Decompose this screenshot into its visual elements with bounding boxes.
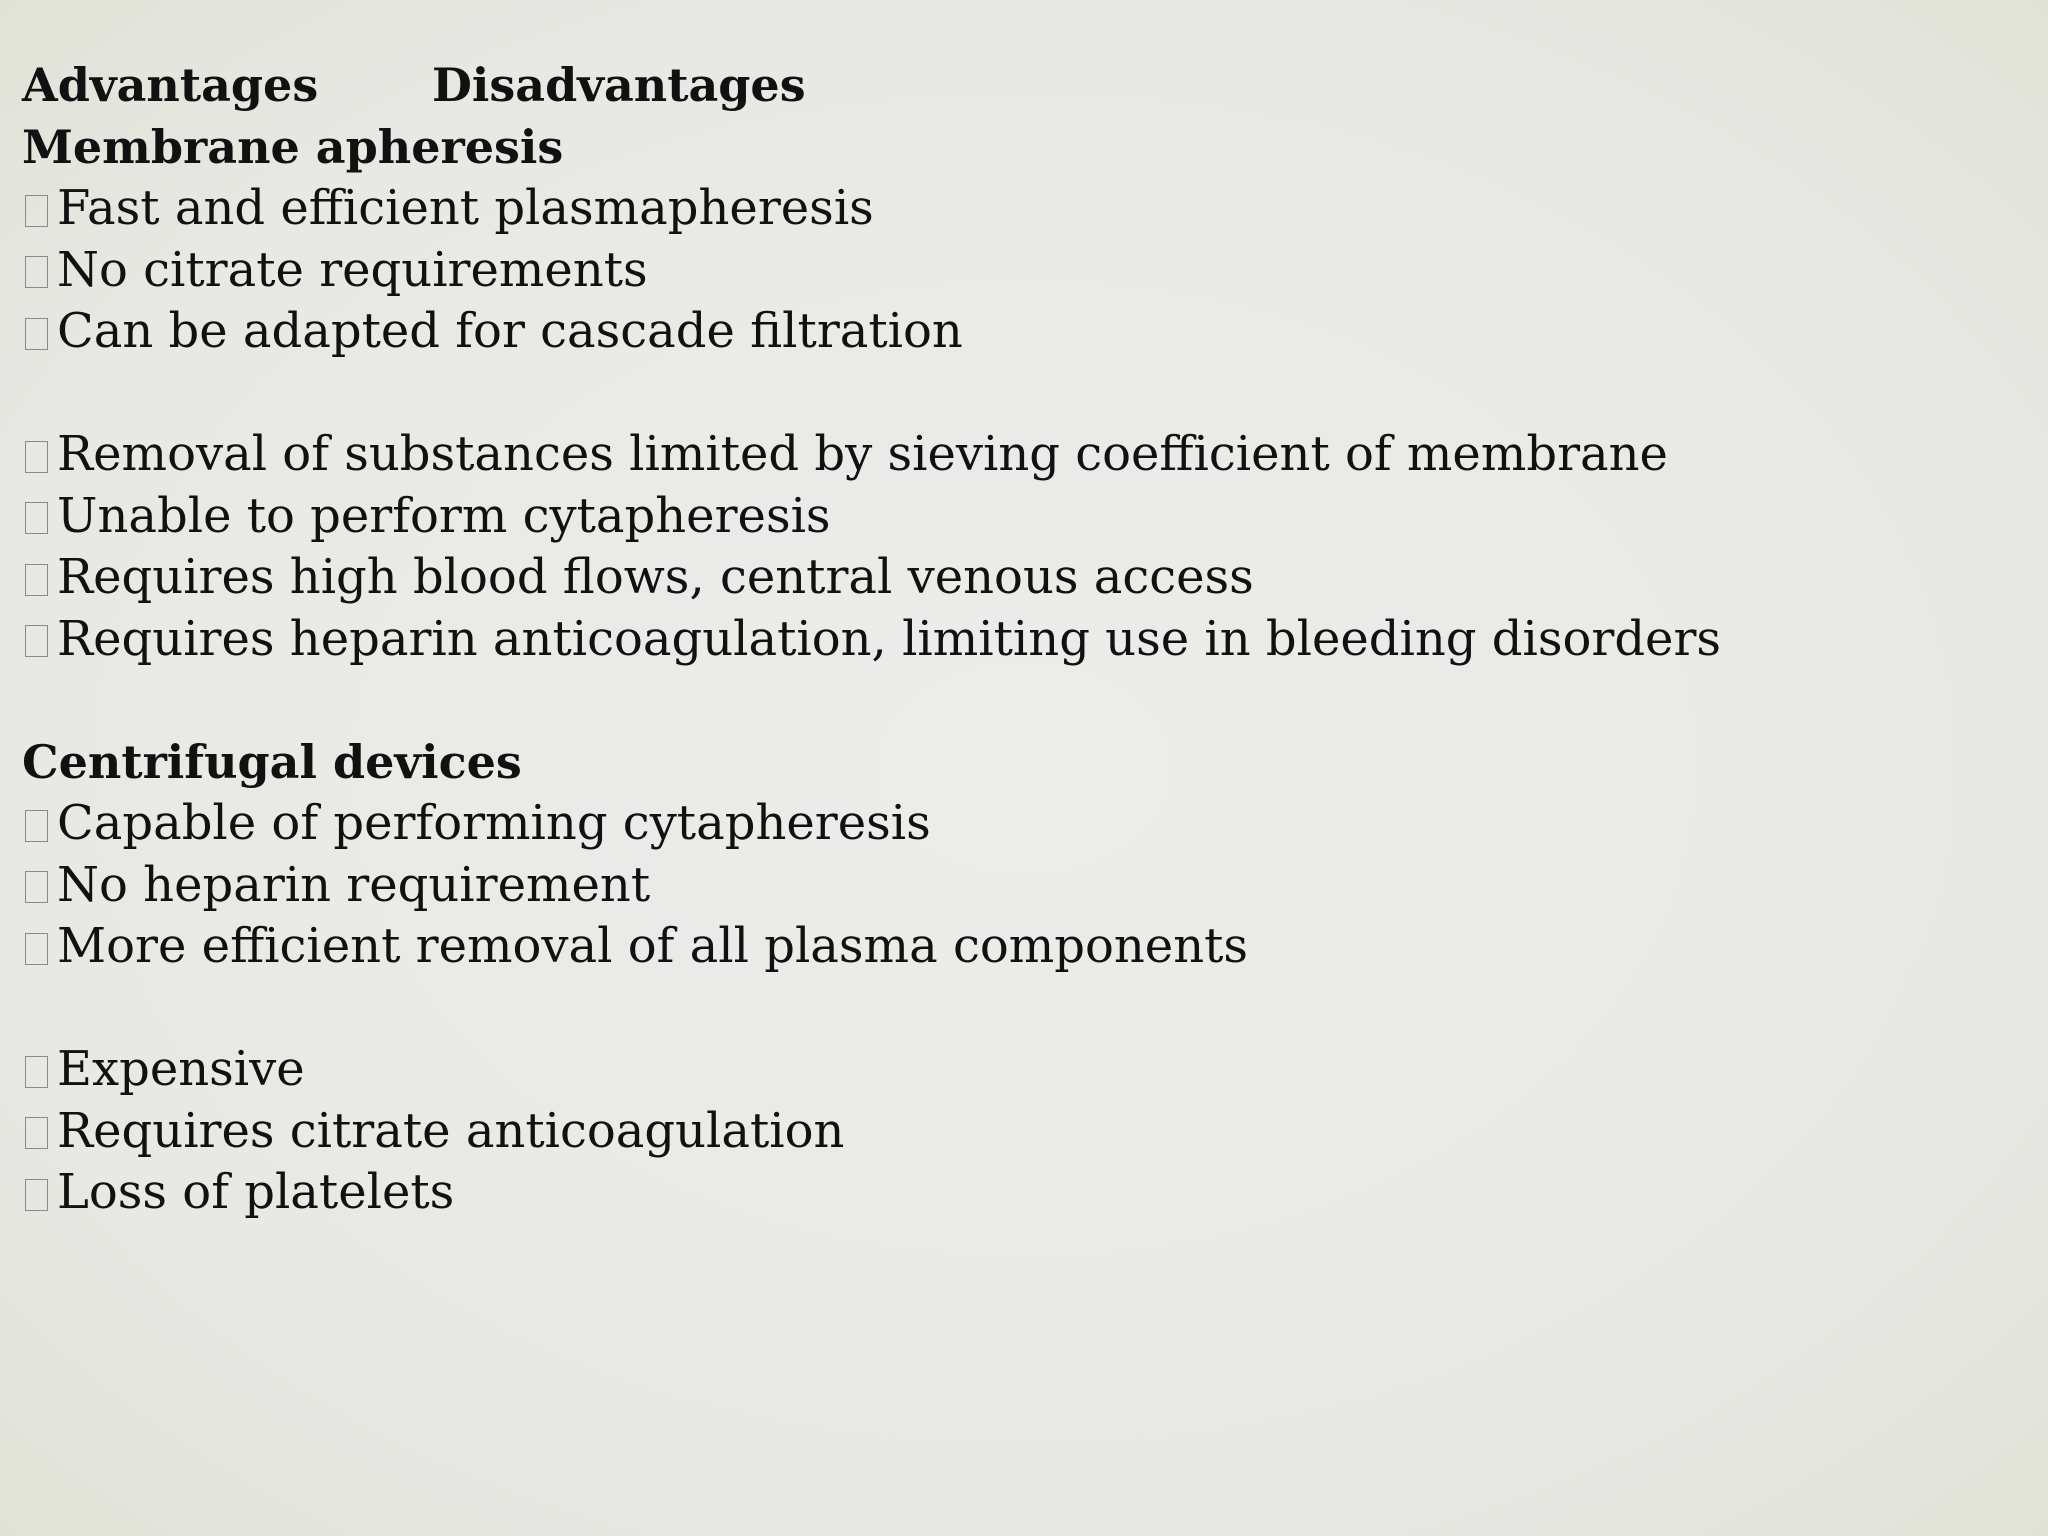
list-item-text: Requires heparin anticoagulation, limiting use in bleeding disorders bbox=[57, 610, 1722, 667]
list-item bbox=[22, 793, 2012, 855]
spacer bbox=[22, 670, 2012, 732]
list-item-text: Removal of substances limited by sieving coefficient of membrane bbox=[57, 426, 1668, 482]
list-item bbox=[22, 609, 2012, 671]
missing-glyph-box-icon bbox=[25, 441, 48, 473]
missing-glyph-box-icon bbox=[25, 1179, 48, 1211]
spacer bbox=[22, 978, 2012, 1040]
list-item bbox=[22, 301, 2012, 363]
list-item bbox=[22, 916, 2012, 978]
centrifugal-devices-title: Centrifugal devices bbox=[22, 734, 522, 789]
list-item bbox=[22, 486, 2012, 548]
slide-content bbox=[22, 55, 2012, 1224]
missing-glyph-box-icon bbox=[25, 810, 48, 842]
advantages-header: Advantages bbox=[22, 58, 319, 112]
missing-glyph-box-icon bbox=[25, 1117, 48, 1149]
missing-glyph-box-icon bbox=[25, 564, 48, 596]
list-item-text: No citrate requirements bbox=[57, 241, 648, 298]
list-item-text: Expensive bbox=[57, 1041, 305, 1097]
spacer bbox=[22, 363, 2012, 425]
list-item-text: No heparin requirement bbox=[57, 856, 651, 913]
missing-glyph-box-icon bbox=[25, 871, 48, 903]
list-item bbox=[22, 855, 2012, 917]
list-item-text: Fast and efficient plasmapheresis bbox=[57, 180, 874, 236]
list-item-text: Unable to perform cytapheresis bbox=[57, 487, 831, 544]
column-headers bbox=[22, 55, 2012, 117]
missing-glyph-box-icon bbox=[25, 256, 48, 288]
list-item-text: Loss of platelets bbox=[57, 1164, 455, 1220]
list-item bbox=[22, 547, 2012, 609]
list-item-text: More efficient removal of all plasma components bbox=[57, 918, 1249, 974]
list-item bbox=[22, 1039, 2012, 1101]
missing-glyph-box-icon bbox=[25, 625, 48, 657]
list-item bbox=[22, 1162, 2012, 1224]
list-item-text: Can be adapted for cascade filtration bbox=[57, 303, 963, 359]
missing-glyph-box-icon bbox=[25, 1056, 48, 1088]
list-item-text: Capable of performing cytapheresis bbox=[57, 795, 931, 851]
membrane-apheresis-title: Membrane apheresis bbox=[22, 119, 564, 174]
list-item bbox=[22, 1101, 2012, 1163]
list-item bbox=[22, 424, 2012, 486]
missing-glyph-box-icon bbox=[25, 318, 48, 350]
list-item-text: Requires high blood flows, central venous access bbox=[57, 549, 1254, 605]
list-item-text: Requires citrate anticoagulation bbox=[57, 1102, 845, 1159]
missing-glyph-box-icon bbox=[25, 933, 48, 965]
list-item bbox=[22, 240, 2012, 302]
disadvantages-header: Disadvantages bbox=[432, 58, 806, 112]
list-item bbox=[22, 178, 2012, 240]
missing-glyph-box-icon bbox=[25, 195, 48, 227]
missing-glyph-box-icon bbox=[25, 502, 48, 534]
